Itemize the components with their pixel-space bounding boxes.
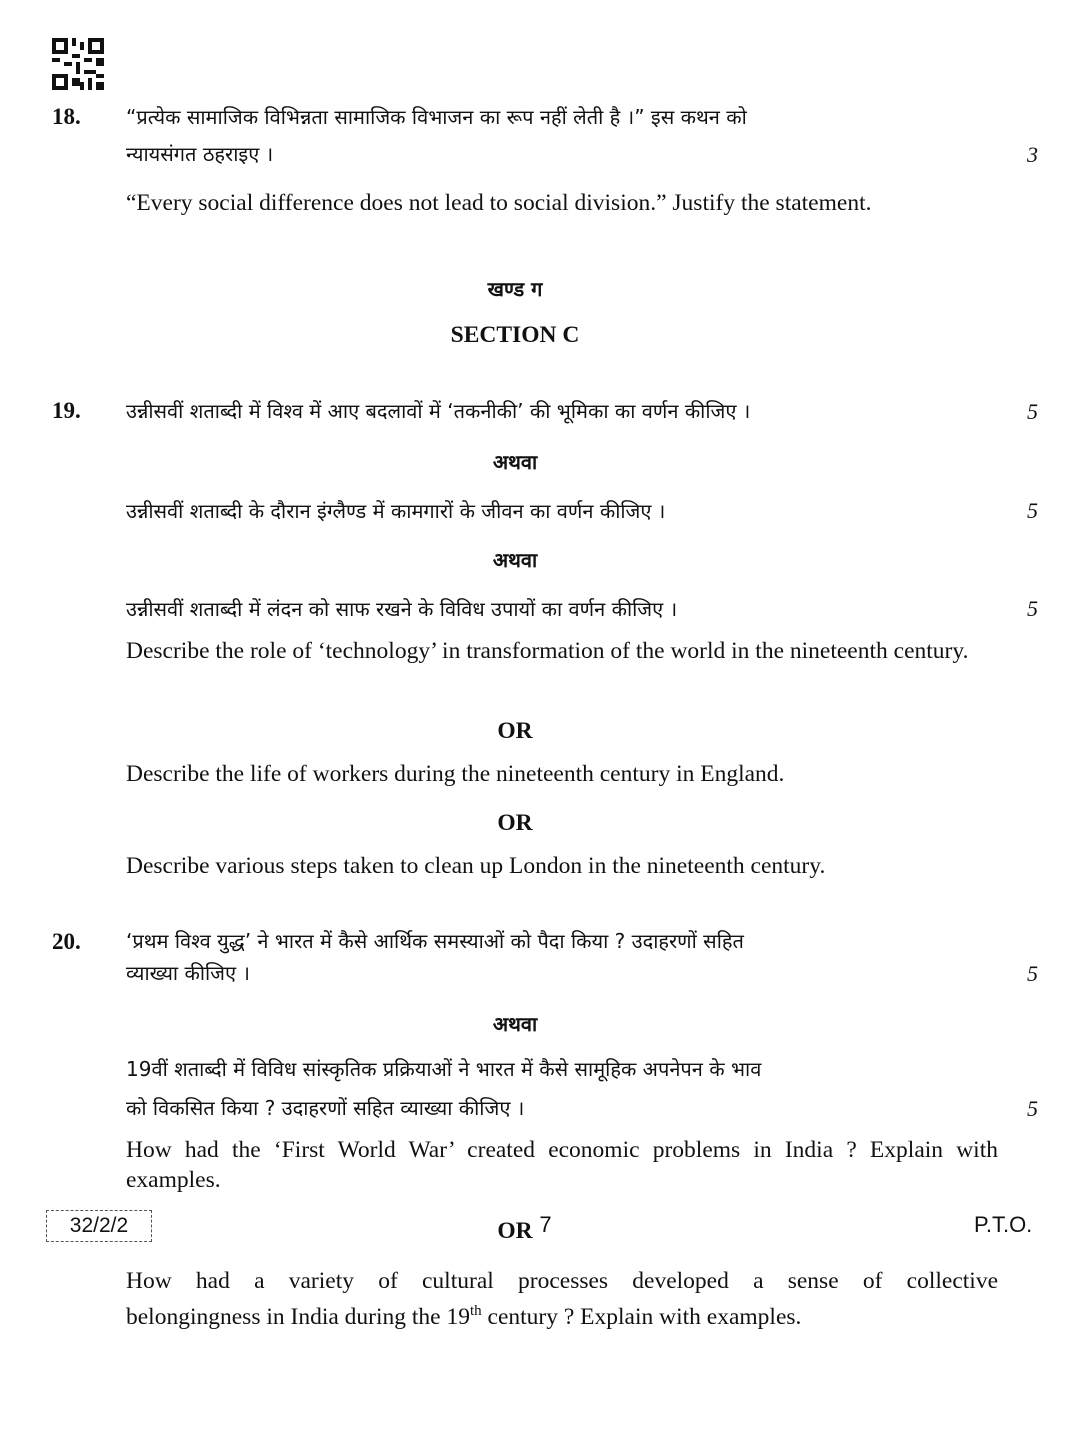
pto-label: P.T.O. bbox=[974, 1212, 1033, 1237]
or-label-hindi: अथवा bbox=[492, 1012, 538, 1036]
or-label-english: OR bbox=[497, 718, 533, 744]
marks-label: 5 bbox=[1027, 399, 1038, 424]
page-number: 7 bbox=[539, 1212, 552, 1237]
question-number: 18. bbox=[52, 104, 81, 129]
or-label-hindi: अथवा bbox=[492, 548, 538, 572]
marks-label: 5 bbox=[1027, 1096, 1038, 1121]
question-hindi-line: न्यायसंगत ठहराइए । bbox=[126, 142, 274, 166]
question-hindi-line: ‘प्रथम विश्व युद्ध’ ने भारत में कैसे आर्थिक समस्याओं को पैदा किया ? उदाहरणों सहित bbox=[126, 929, 744, 953]
question-english: belongingness in India during the 19th century ? Explain with examples. bbox=[126, 1303, 802, 1330]
question-hindi-line: उन्नीसवीं शताब्दी में लंदन को साफ रखने के विविध उपायों का वर्णन कीजिए । bbox=[126, 597, 678, 621]
or-label-english: OR bbox=[497, 1218, 533, 1244]
question-english: Describe the life of workers during the nineteenth century in England. bbox=[126, 761, 785, 787]
question-hindi-line: उन्नीसवीं शताब्दी के दौरान इंग्लैण्ड में कामगारों के जीवन का वर्णन कीजिए । bbox=[126, 499, 666, 523]
or-label-hindi: अथवा bbox=[492, 450, 538, 474]
question-number: 19. bbox=[52, 398, 81, 423]
question-english: Describe the role of ‘technology’ in transformation of the world in the nineteenth century. bbox=[126, 638, 969, 664]
marks-label: 5 bbox=[1027, 498, 1038, 523]
marks-label: 3 bbox=[1027, 142, 1038, 167]
question-english: Describe various steps taken to clean up London in the nineteenth century. bbox=[126, 853, 826, 879]
question-english: How had a variety of cultural processes developed a sense of collective bbox=[126, 1268, 998, 1294]
question-hindi-line: को विकसित किया ? उदाहरणों सहित व्याख्या कीजिए । bbox=[126, 1096, 525, 1120]
question-hindi-line: व्याख्या कीजिए । bbox=[126, 961, 251, 985]
paper-code: 32/2/2 bbox=[46, 1210, 152, 1242]
section-heading-english: SECTION C bbox=[450, 322, 580, 348]
question-english: How had the ‘First World War’ created economic problems in India ? Explain with examples. bbox=[126, 1137, 998, 1193]
question-hindi-line: 19वीं शताब्दी में विविध सांस्कृतिक प्रक्रियाओं ने भारत में कैसे सामूहिक अपनेपन के भाव bbox=[126, 1057, 762, 1081]
question-english: “Every social difference does not lead to social division.” Justify the statement. bbox=[126, 190, 872, 216]
qr-code-icon bbox=[52, 38, 104, 90]
question-hindi-line: “प्रत्येक सामाजिक विभिन्नता सामाजिक विभाजन का रूप नहीं लेती है ।” इस कथन को bbox=[126, 105, 747, 129]
question-number: 20. bbox=[52, 929, 81, 954]
or-label-english: OR bbox=[497, 810, 533, 836]
section-heading-hindi: खण्ड ग bbox=[487, 277, 543, 301]
marks-label: 5 bbox=[1027, 961, 1038, 986]
question-hindi-line: उन्नीसवीं शताब्दी में विश्व में आए बदलावों में ‘तकनीकी’ की भूमिका का वर्णन कीजिए । bbox=[126, 399, 751, 423]
marks-label: 5 bbox=[1027, 596, 1038, 621]
